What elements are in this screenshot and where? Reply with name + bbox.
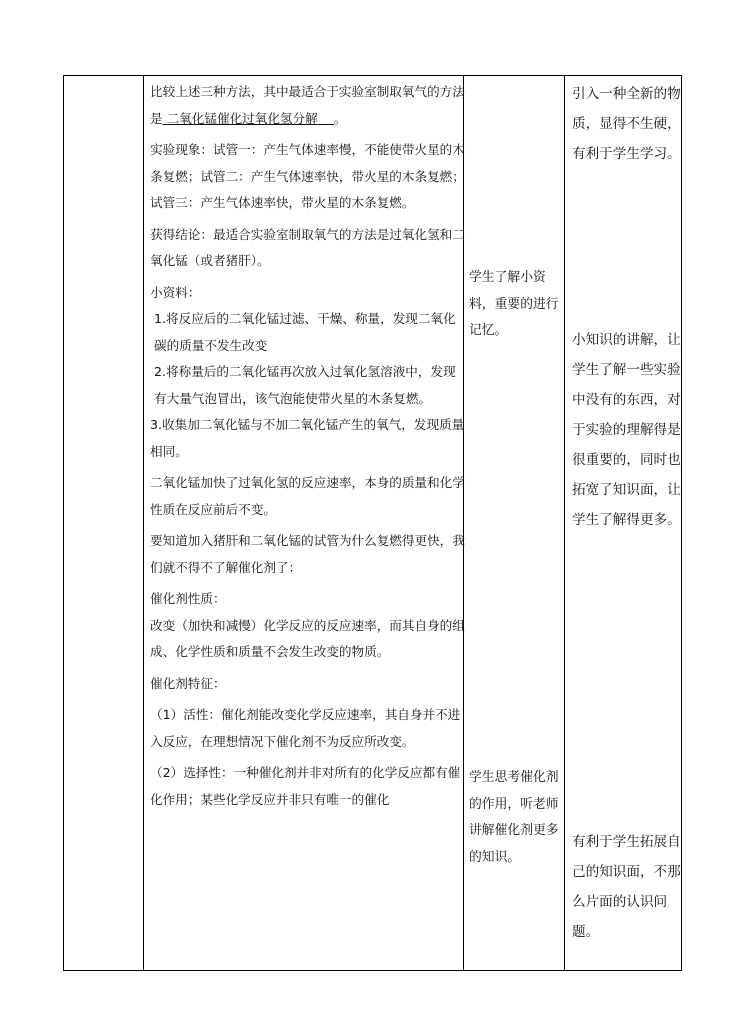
question-paragraph: 要知道加入猪肝和二氧化锰的试管为什么复燃得更快，我们就不得不了解催化剂了： xyxy=(150,533,465,575)
conclusion-paragraph: 获得结论：最适合实验室制取氧气的方法是过氧化氢和二氧化锰（或者猪肝）。 xyxy=(150,226,465,268)
table-bottom-border xyxy=(64,970,681,971)
catalyst-nature-text: 改变（加快和减慢）化学反应的反应速率，而其自身的组成、化学性质和质量不会发生改变的物质。 xyxy=(150,617,465,659)
info-item-3: 3.收集加二氧化锰与不加二氧化锰产生的氧气，发现质量相同。 xyxy=(150,417,465,459)
info-item-2: 2.将称量后的二氧化锰再次放入过氧化氢溶液中，发现有大量气泡冒出，该气泡能使带火星的木条复燃。 xyxy=(154,364,456,406)
catalyst-feature-1: （1）活性：催化剂能改变化学反应速率，其自身并不进入反应，在理想情况下催化剂不为反应所改变。 xyxy=(150,707,461,749)
student-activity-2: 学生思考催化剂的作用，听老师讲解催化剂更多的知识。 xyxy=(469,770,559,865)
catalyst-nature-title: 催化剂性质： xyxy=(150,591,226,606)
catalyst-feature-2: （2）选择性：一种催化剂并非对所有的化学反应都有催化作用；某些化学反应并非只有唯一的催化 xyxy=(150,765,461,807)
design-purpose-1: 引入一种全新的物质，显得不生硬，有利于学生学习。 xyxy=(572,86,681,162)
design-purpose-3: 有利于学生拓展自己的知识面，不那么片面的认识问题。 xyxy=(572,834,681,940)
info-title: 小资料： xyxy=(150,284,201,300)
catalyst-feature-title: 催化剂特征： xyxy=(150,675,226,691)
teaching-content-column xyxy=(144,75,468,818)
phenomenon-paragraph: 实验现象：试管一：产生气体速率慢，不能使带火星的木条复燃；试管二：产生气体速率快，带火星的木条复燃；试管三：产生气体速率快，带火星的木条复燃。 xyxy=(150,142,465,210)
info-item-1: 1.将反应后的二氧化锰过滤、干燥、称量，发现二氧化碳的质量不发生改变 xyxy=(154,311,456,353)
comparison-paragraph: 比较上述三种方法，其中最适合于实验室制取氧气的方法是 二氧化锰催化过氧化氢分解 。 xyxy=(150,84,465,126)
summary-paragraph: 二氧化锰加快了过氧化氢的反应速率，本身的质量和化学性质在反应前后不变。 xyxy=(150,475,465,517)
student-activity-1: 学生了解小资料，重要的进行记忆。 xyxy=(469,270,559,338)
design-purpose-2: 小知识的讲解，让学生了解一些实验中没有的东西，对于实验的理解得是很重要的，同时也拓宽了知识面，让学生了解得更多。 xyxy=(572,332,681,528)
answer-blank: 二氧化锰催化过氧化氢分解 xyxy=(166,110,318,126)
lesson-table xyxy=(63,75,682,971)
